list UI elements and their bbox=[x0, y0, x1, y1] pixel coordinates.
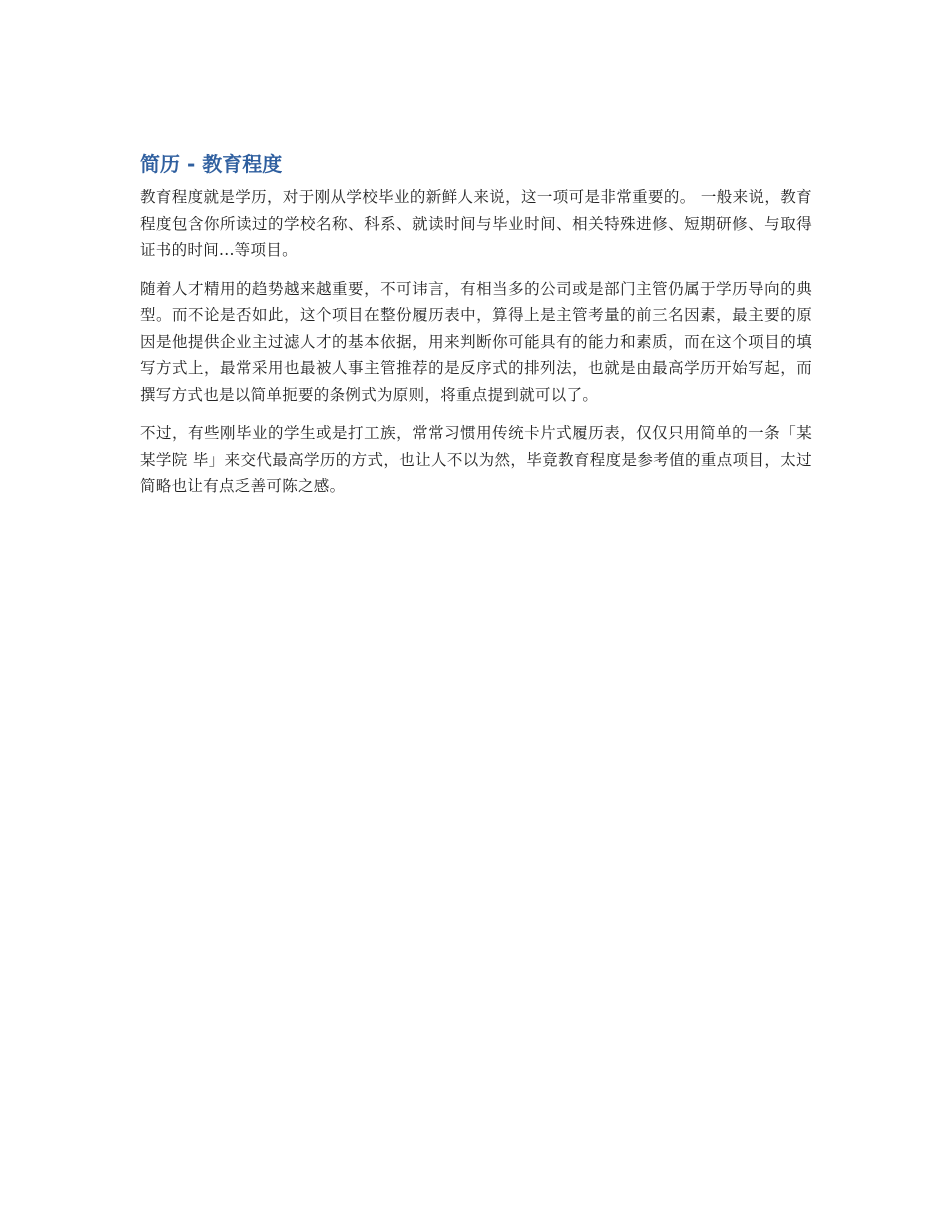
paragraph-trend: 随着人才精用的趋势越来越重要，不可讳言，有相当多的公司或是部门主管仍属于学历导向的典型。而不论是否如此，这个项目在整份履历表中，算得上是主管考量的前三名因素，最主要的原因是他提供企业主过滤人才的基本依据，用来判断你可能具有的能力和素质，而在这个项目的填写方式上，最常采用也最被人事主管推荐的是反序式的排列法，也就是由最高学历开始写起，而撰写方式也是以简单扼要的条例式为原则，将重点提到就可以了。 bbox=[140, 279, 812, 404]
document-page bbox=[140, 150, 812, 512]
paragraph-caution: 不过，有些刚毕业的学生或是打工族，常常习惯用传统卡片式履历表，仅仅只用简单的一条「某某学院 毕」来交代最高学历的方式，也让人不以为然，毕竟教育程度是参考值的重点项目，太过简略也让有点乏善可陈之感。 bbox=[140, 424, 812, 495]
page-title: 简历 - 教育程度 bbox=[140, 152, 283, 176]
paragraph-intro: 教育程度就是学历，对于刚从学校毕业的新鲜人来说，这一项可是非常重要的。 一般来说，教育程度包含你所读过的学校名称、科系、就读时间与毕业时间、相关特殊进修、短期研修、与取得证书的时间...等项目。 bbox=[140, 188, 812, 259]
